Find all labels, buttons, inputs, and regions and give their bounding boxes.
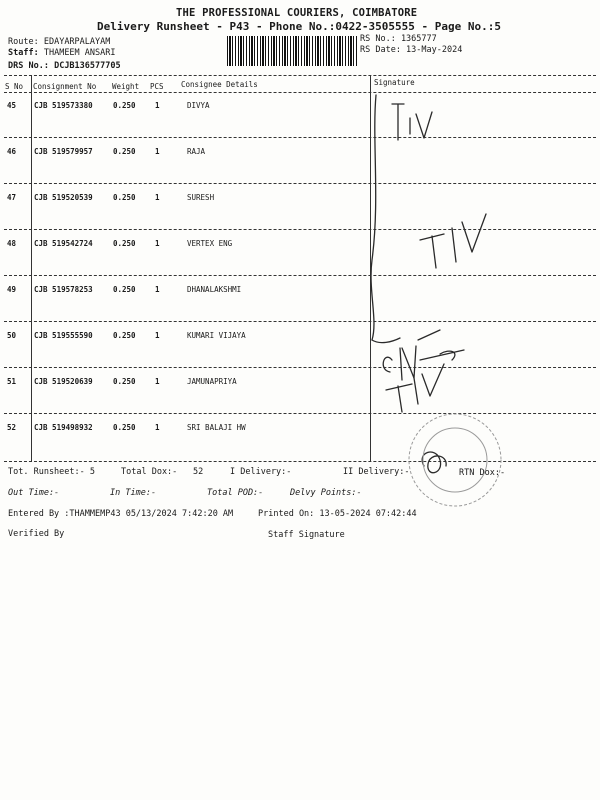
row-weight: 0.250	[113, 331, 136, 340]
row-consignee: SURESH	[187, 193, 215, 202]
rtn-dox: RTN Dox:-	[459, 468, 506, 478]
in-time: In Time:-	[110, 488, 157, 498]
row-weight: 0.250	[113, 285, 136, 294]
row-consignment: CJB 519573380	[34, 101, 93, 110]
row-weight: 0.250	[113, 147, 136, 156]
row-consignment: CJB 519555590	[34, 331, 93, 340]
company-title: THE PROFESSIONAL COURIERS, COIMBATORE	[176, 7, 418, 19]
row-sno: 47	[7, 193, 17, 202]
signature-cn-rtn	[383, 330, 464, 380]
col-header-consignee: Consignee Details	[181, 80, 258, 89]
row-consignee: DHANALAKSHMI	[187, 285, 242, 294]
staff-label: Staff:	[8, 48, 39, 58]
row-consignment: CJB 519579957	[34, 147, 93, 156]
row-pcs: 1	[155, 147, 160, 156]
col-header-sno: S No	[5, 82, 24, 91]
verified-by: Verified By	[8, 529, 65, 539]
delvy-points: Delvy Points:-	[290, 488, 362, 498]
total-dox-label: Total Dox:-	[121, 467, 178, 477]
row-consignee: JAMUNAPRIYA	[187, 377, 237, 386]
row-sno: 49	[7, 285, 17, 294]
row-consignment: CJB 519520539	[34, 193, 93, 202]
drs-value: DCJB136577705	[54, 61, 121, 71]
row-consignee: KUMARI VIJAYA	[187, 331, 246, 340]
staff-signature-label: Staff Signature	[268, 530, 345, 540]
row-weight: 0.250	[113, 423, 136, 432]
row-weight: 0.250	[113, 101, 136, 110]
i-delivery: I Delivery:-	[230, 467, 292, 477]
row-weight: 0.250	[113, 377, 136, 386]
rs-date: RS Date: 13-May-2024	[360, 45, 463, 55]
row-sno: 46	[7, 147, 17, 156]
row-pcs: 1	[155, 193, 160, 202]
row-consignment: CJB 519578253	[34, 285, 93, 294]
row-pcs: 1	[155, 285, 160, 294]
route-label: Route:	[8, 37, 39, 47]
route-value: EDAYARPALAYAM	[43, 37, 111, 47]
row-consignee: SRI BALAJI HW	[187, 423, 246, 432]
entered-by: Entered By :THAMMEMP43 05/13/2024 7:42:20 AM	[8, 509, 234, 519]
row-weight: 0.250	[113, 239, 136, 248]
total-dox-value: 52	[193, 467, 204, 477]
out-time: Out Time:-	[8, 488, 60, 498]
col-header-signature: Signature	[374, 78, 415, 87]
row-consignee: DIVYA	[187, 101, 210, 110]
row-pcs: 1	[155, 101, 160, 110]
row-pcs: 1	[155, 331, 160, 340]
row-sno: 50	[7, 331, 17, 340]
printed-on: Printed On: 13-05-2024 07:42:44	[258, 509, 417, 519]
row-sno: 45	[7, 101, 17, 110]
row-pcs: 1	[155, 239, 160, 248]
row-consignment: CJB 519520639	[34, 377, 93, 386]
ii-delivery: II Delivery:-	[343, 467, 410, 477]
row-consignee: VERTEX ENG	[187, 239, 233, 248]
row-sno: 51	[7, 377, 17, 386]
tot-runsheet: Tot. Runsheet:- 5	[8, 467, 95, 477]
row-consignment: CJB 519498932	[34, 423, 93, 432]
row-consignment: CJB 519542724	[34, 239, 93, 248]
row-sno: 48	[7, 239, 17, 248]
row-sno: 52	[7, 423, 17, 432]
col-header-pcs: PCS	[150, 82, 164, 91]
signature-scribble	[422, 452, 446, 473]
bracket-hook	[372, 338, 400, 343]
staff-value: THAMEEM ANSARI	[43, 48, 116, 58]
col-header-weight: Weight	[112, 82, 140, 91]
rs-number: RS No.: 1365777	[360, 34, 437, 44]
row-pcs: 1	[155, 377, 160, 386]
total-pod: Total POD:-	[207, 488, 264, 498]
row-pcs: 1	[155, 423, 160, 432]
office-stamp	[409, 414, 501, 506]
signature-tiv-2	[420, 214, 486, 268]
col-header-consignment: Consignment No	[33, 82, 97, 91]
drs-label: DRS No.:	[8, 61, 49, 71]
bracket-stroke	[371, 95, 376, 340]
signature-tiv-1	[392, 104, 432, 140]
runsheet-line: Delivery Runsheet - P43 - Phone No.:0422-3505555 - Page No.:5	[97, 20, 501, 33]
row-weight: 0.250	[113, 193, 136, 202]
row-consignee: RAJA	[187, 147, 206, 156]
